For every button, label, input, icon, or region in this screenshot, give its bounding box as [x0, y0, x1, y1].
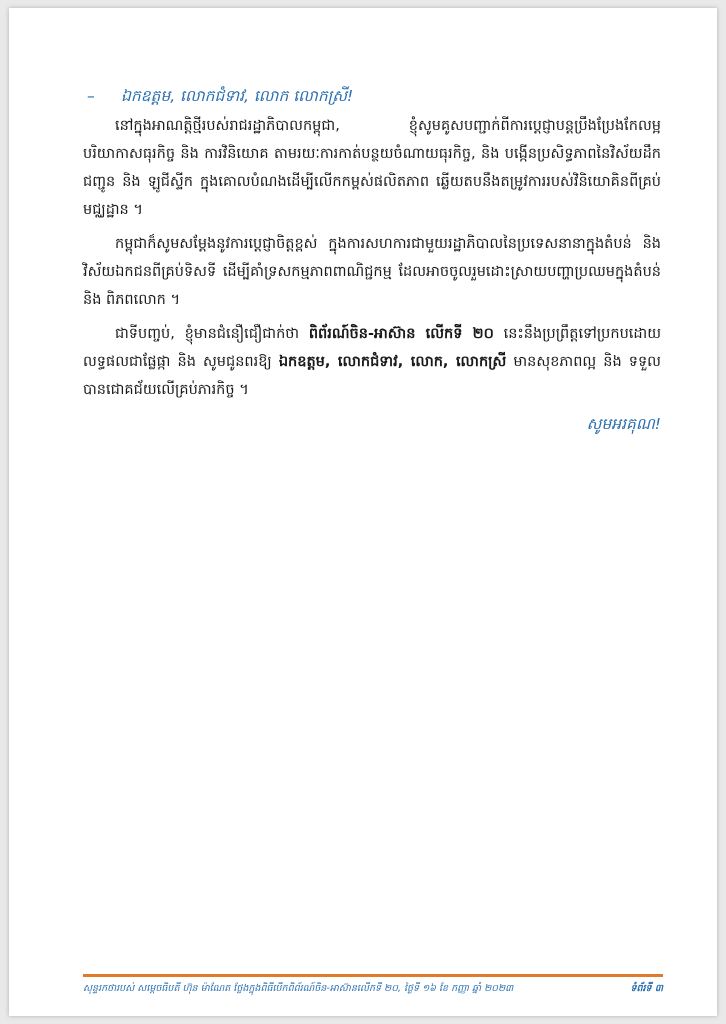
closing-thanks: សូមអរគុណ!	[586, 415, 661, 433]
para3-part-e: មានសុខភាពល្អ និង ទទួលបានជោគជ័យលើគ្រប់ភារកិច្ច ។	[83, 354, 661, 398]
addressees: ឯកឧត្តម, លោកជំទាវ, លោក, លោកស្រី	[278, 354, 507, 370]
footer-rule	[83, 974, 663, 977]
letter-body	[83, 82, 661, 454]
greeting	[83, 82, 661, 110]
event-name: ពិព័រណ៍ចិន-អាស៊ាន លើកទី ២០	[308, 326, 494, 342]
paragraph-3	[83, 320, 661, 404]
para3-part-a: ជាទីបញ្ចប់, ខ្ញុំមានជំនឿជឿជាក់ថា	[115, 326, 309, 342]
greeting-dash: –	[87, 87, 95, 105]
paragraph-1: នៅក្នុងអាណត្តិថ្មីរបស់រាជរដ្ឋាភិបាលកម្ពុជា, ខ្ញុំសូមគូសបញ្ជាក់ពីការប្តេជ្ញាបន្តប្រឹងប្រែងកែលម្អបរិយាកាសធុរកិច្ច និង ការវិនិយោគ តាមរយៈការកាត់បន្ថយចំណាយធុរកិច្ច, និង បង្កើនប្រសិទ្ធភាពនៃវិស័យដឹកជញ្ជូន និង ឡូជីស្ទីក ក្នុងគោលបំណងដើម្បីលើកកម្ពស់ផលិតភាព ឆ្លើយតបនឹងតម្រូវការរបស់វិនិយោគិនពីគ្រប់មជ្ឈដ្ឋាន ។	[83, 118, 661, 218]
footer-caption: សុន្ទរកថារបស់ សម្តេចធិបតី ហ៊ុន ម៉ាណែត ថ្លែងក្នុងពិធីបើកពិព័រណ៍ចិន-អាស៊ានលើកទី ២០, ថ្ងៃទី ១៦ ខែ កញ្ញា ឆ្នាំ ២០២៣	[83, 983, 514, 994]
para3-part-c: នេះនឹងប្រព្រឹត្តទៅប្រកបដោយលទ្ធផលជាផ្លែផ្កា និង សូមជូនពរឱ្យ	[83, 326, 662, 370]
greeting-text: ឯកឧត្តម, លោកជំទាវ, លោក លោកស្រី!	[121, 87, 354, 105]
paragraph-2: កម្ពុជាក៏សូមសម្តែងនូវការប្តេជ្ញាចិត្តខ្ពស់ ក្នុងការសហការជាមួយរដ្ឋាភិបាលនៃប្រទេសនានាក្នុងតំបន់ និង វិស័យឯកជនពីគ្រប់ទិសទី ដើម្បីគាំទ្រសកម្មភាពពាណិជ្ជកម្ម ដែលអាចចូលរួមដោះស្រាយបញ្ហាប្រឈមក្នុងតំបន់ និង ពិភពលោក ។	[83, 236, 661, 308]
page-number: ទំព័រទី ៣	[630, 983, 663, 994]
document-page	[9, 8, 717, 1016]
